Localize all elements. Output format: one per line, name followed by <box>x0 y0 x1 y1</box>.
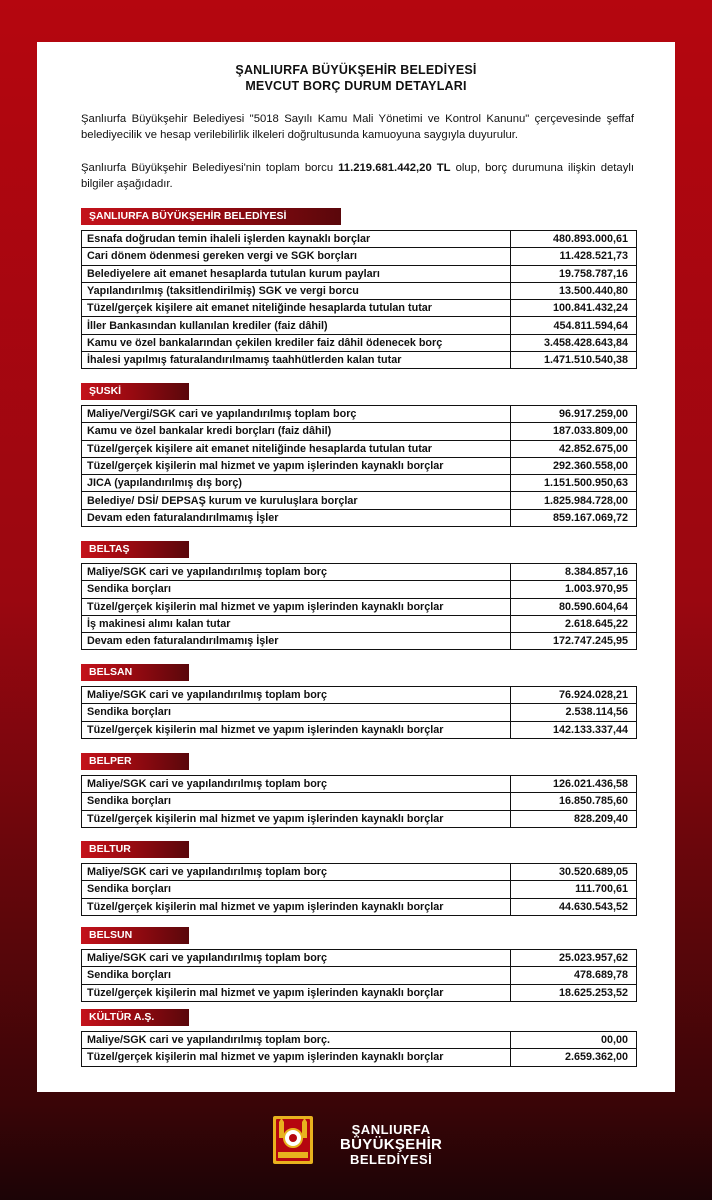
table-row <box>82 248 637 265</box>
row-label: Esnafa doğrudan temin ihaleli işlerden kaynaklı borçlar <box>82 231 511 248</box>
row-label: Maliye/SGK cari ve yapılandırılmış toplam borç <box>82 864 511 881</box>
row-amount: 80.590.604,64 <box>511 598 637 615</box>
row-label: Sendika borçları <box>82 581 511 598</box>
section-buyuksehir <box>81 206 637 369</box>
section-title: BELTAŞ <box>81 541 189 558</box>
section-title: ŞUSKİ <box>81 383 189 400</box>
row-label: Belediyelere ait emanet hesaplarda tutulan kurum payları <box>82 265 511 282</box>
table-row <box>82 509 637 526</box>
total-debt-suffix: olup, borç durumuna ilişkin detaylı bilgiler aşağıdadır. <box>81 162 634 190</box>
table-row <box>82 581 637 598</box>
row-amount: 1.825.984.728,00 <box>511 492 637 509</box>
row-label: Tüzel/gerçek kişilerin mal hizmet ve yapım işlerinden kaynaklı borçlar <box>82 898 511 915</box>
table-row <box>82 440 637 457</box>
row-amount: 292.360.558,00 <box>511 457 637 474</box>
section-beltur <box>81 839 637 916</box>
table-row <box>82 687 637 704</box>
row-amount: 44.630.543,52 <box>511 898 637 915</box>
debt-table <box>81 949 637 1002</box>
row-amount: 1.003.970,95 <box>511 581 637 598</box>
row-label: Tüzel/gerçek kişilerin mal hizmet ve yapım işlerinden kaynaklı borçlar <box>82 810 511 827</box>
debt-table <box>81 1031 637 1067</box>
row-label: Maliye/SGK cari ve yapılandırılmış toplam borç <box>82 776 511 793</box>
table-row <box>82 615 637 632</box>
table-row <box>82 810 637 827</box>
row-label: İhalesi yapılmış faturalandırılmamış taahhütlerden kalan tutar <box>82 352 511 369</box>
row-amount: 00,00 <box>511 1032 637 1049</box>
table-row <box>82 898 637 915</box>
row-amount: 142.133.337,44 <box>511 721 637 738</box>
row-label: Sendika borçları <box>82 881 511 898</box>
table-row <box>82 1049 637 1066</box>
row-amount: 480.893.000,61 <box>511 231 637 248</box>
row-label: Tüzel/gerçek kişilere ait emanet niteliğinde hesaplarda tutulan tutar <box>82 300 511 317</box>
debt-table <box>81 230 637 369</box>
table-row <box>82 704 637 721</box>
row-amount: 126.021.436,58 <box>511 776 637 793</box>
table-row <box>82 457 637 474</box>
row-amount: 2.618.645,22 <box>511 615 637 632</box>
row-amount: 172.747.245,95 <box>511 633 637 650</box>
title-line-1: ŞANLIURFA BÜYÜKŞEHİR BELEDİYESİ <box>235 63 477 77</box>
row-amount: 859.167.069,72 <box>511 509 637 526</box>
debt-table <box>81 686 637 739</box>
section-belper <box>81 751 637 828</box>
footer-name-line-2: BÜYÜKŞEHİR <box>340 1136 443 1153</box>
row-amount: 13.500.440,80 <box>511 282 637 299</box>
table-row <box>82 793 637 810</box>
row-label: Tüzel/gerçek kişilerin mal hizmet ve yapım işlerinden kaynaklı borçlar <box>82 1049 511 1066</box>
row-amount: 111.700,61 <box>511 881 637 898</box>
intro-paragraph: Şanlıurfa Büyükşehir Belediyesi "5018 Sayılı Kamu Mali Yönetimi ve Kontrol Kanunu" çerçevesinde şeffaf belediyecilik ve hesap verilebilirlik ilkeleri doğrultusunda kamuoyuna saygıyla duyurulur. <box>81 113 634 141</box>
section-belsun <box>81 925 637 1002</box>
row-amount: 16.850.785,60 <box>511 793 637 810</box>
row-amount: 2.659.362,00 <box>511 1049 637 1066</box>
row-label: Maliye/SGK cari ve yapılandırılmış toplam borç <box>82 950 511 967</box>
row-amount: 19.758.787,16 <box>511 265 637 282</box>
table-row <box>82 1032 637 1049</box>
row-amount: 828.209,40 <box>511 810 637 827</box>
row-amount: 30.520.689,05 <box>511 864 637 881</box>
section-title: BELSUN <box>81 927 189 944</box>
table-row <box>82 967 637 984</box>
row-label: Sendika borçları <box>82 793 511 810</box>
document-title <box>37 62 675 94</box>
row-label: İş makinesi alımı kalan tutar <box>82 615 511 632</box>
table-row <box>82 864 637 881</box>
total-debt-paragraph <box>81 160 634 192</box>
total-debt-amount: 11.219.681.442,20 TL <box>338 162 451 174</box>
row-amount: 1.471.510.540,38 <box>511 352 637 369</box>
municipality-emblem-icon <box>270 1114 316 1168</box>
table-row <box>82 231 637 248</box>
table-row <box>82 881 637 898</box>
row-label: Maliye/Vergi/SGK cari ve yapılandırılmış toplam borç <box>82 406 511 423</box>
footer-brand-name <box>340 1122 442 1167</box>
row-label: Maliye/SGK cari ve yapılandırılmış toplam borç <box>82 564 511 581</box>
row-amount: 42.852.675,00 <box>511 440 637 457</box>
row-label: Devam eden faturalandırılmamış İşler <box>82 633 511 650</box>
row-amount: 76.924.028,21 <box>511 687 637 704</box>
row-amount: 187.033.809,00 <box>511 423 637 440</box>
section-title: BELTUR <box>81 841 189 858</box>
table-row <box>82 564 637 581</box>
row-amount: 18.625.253,52 <box>511 984 637 1001</box>
row-label: Maliye/SGK cari ve yapılandırılmış toplam borç <box>82 687 511 704</box>
row-amount: 100.841.432,24 <box>511 300 637 317</box>
debt-table <box>81 405 637 527</box>
debt-table <box>81 863 637 916</box>
section-suski <box>81 381 637 527</box>
row-amount: 8.384.857,16 <box>511 564 637 581</box>
row-label: Tüzel/gerçek kişilerin mal hizmet ve yapım işlerinden kaynaklı borçlar <box>82 598 511 615</box>
row-amount: 11.428.521,73 <box>511 248 637 265</box>
row-amount: 1.151.500.950,63 <box>511 475 637 492</box>
row-label: Sendika borçları <box>82 704 511 721</box>
title-line-2: MEVCUT BORÇ DURUM DETAYLARI <box>245 79 467 93</box>
table-row <box>82 334 637 351</box>
section-title: KÜLTÜR A.Ş. <box>81 1009 189 1026</box>
table-row <box>82 352 637 369</box>
row-label: Devam eden faturalandırılmamış İşler <box>82 509 511 526</box>
section-title: ŞANLIURFA BÜYÜKŞEHİR BELEDİYESİ <box>81 208 341 225</box>
footer-name-line-1: ŞANLIURFA <box>351 1122 431 1137</box>
row-label: Tüzel/gerçek kişilere ait emanet niteliğinde hesaplarda tutulan tutar <box>82 440 511 457</box>
table-row <box>82 633 637 650</box>
row-label: İller Bankasından kullanılan krediler (faiz dâhil) <box>82 317 511 334</box>
table-row <box>82 950 637 967</box>
row-label: Tüzel/gerçek kişilerin mal hizmet ve yapım işlerinden kaynaklı borçlar <box>82 984 511 1001</box>
table-row <box>82 282 637 299</box>
row-label: JICA (yapılandırılmış dış borç) <box>82 475 511 492</box>
document-page <box>37 42 675 1092</box>
total-debt-prefix: Şanlıurfa Büyükşehir Belediyesi'nin toplam borcu <box>81 162 339 174</box>
table-row <box>82 721 637 738</box>
section-title: BELSAN <box>81 664 189 681</box>
row-label: Belediye/ DSİ/ DEPSAŞ kurum ve kuruluşlara borçlar <box>82 492 511 509</box>
row-amount: 96.917.259,00 <box>511 406 637 423</box>
table-row <box>82 475 637 492</box>
row-amount: 454.811.594,64 <box>511 317 637 334</box>
row-amount: 3.458.428.643,84 <box>511 334 637 351</box>
row-label: Cari dönem ödenmesi gereken vergi ve SGK borçları <box>82 248 511 265</box>
table-row <box>82 406 637 423</box>
row-amount: 478.689,78 <box>511 967 637 984</box>
table-row <box>82 300 637 317</box>
row-label: Sendika borçları <box>82 967 511 984</box>
section-beltas <box>81 539 637 650</box>
table-row <box>82 423 637 440</box>
row-label: Maliye/SGK cari ve yapılandırılmış toplam borç. <box>82 1032 511 1049</box>
section-kultur <box>81 1007 637 1067</box>
row-label: Kamu ve özel bankalarından çekilen krediler faiz dâhil ödenecek borç <box>82 334 511 351</box>
table-row <box>82 598 637 615</box>
table-row <box>82 317 637 334</box>
table-row <box>82 776 637 793</box>
debt-table <box>81 775 637 828</box>
section-title: BELPER <box>81 753 189 770</box>
row-label: Kamu ve özel bankalar kredi borçları (faiz dâhil) <box>82 423 511 440</box>
table-row <box>82 984 637 1001</box>
row-amount: 25.023.957,62 <box>511 950 637 967</box>
row-amount: 2.538.114,56 <box>511 704 637 721</box>
row-label: Tüzel/gerçek kişilerin mal hizmet ve yapım işlerinden kaynaklı borçlar <box>82 457 511 474</box>
section-belsan <box>81 662 637 739</box>
row-label: Tüzel/gerçek kişilerin mal hizmet ve yapım işlerinden kaynaklı borçlar <box>82 721 511 738</box>
row-label: Yapılandırılmış (taksitlendirilmiş) SGK ve vergi borcu <box>82 282 511 299</box>
table-row <box>82 265 637 282</box>
debt-table <box>81 563 637 650</box>
footer-name-line-3: BELEDİYESİ <box>349 1152 433 1167</box>
table-row <box>82 492 637 509</box>
